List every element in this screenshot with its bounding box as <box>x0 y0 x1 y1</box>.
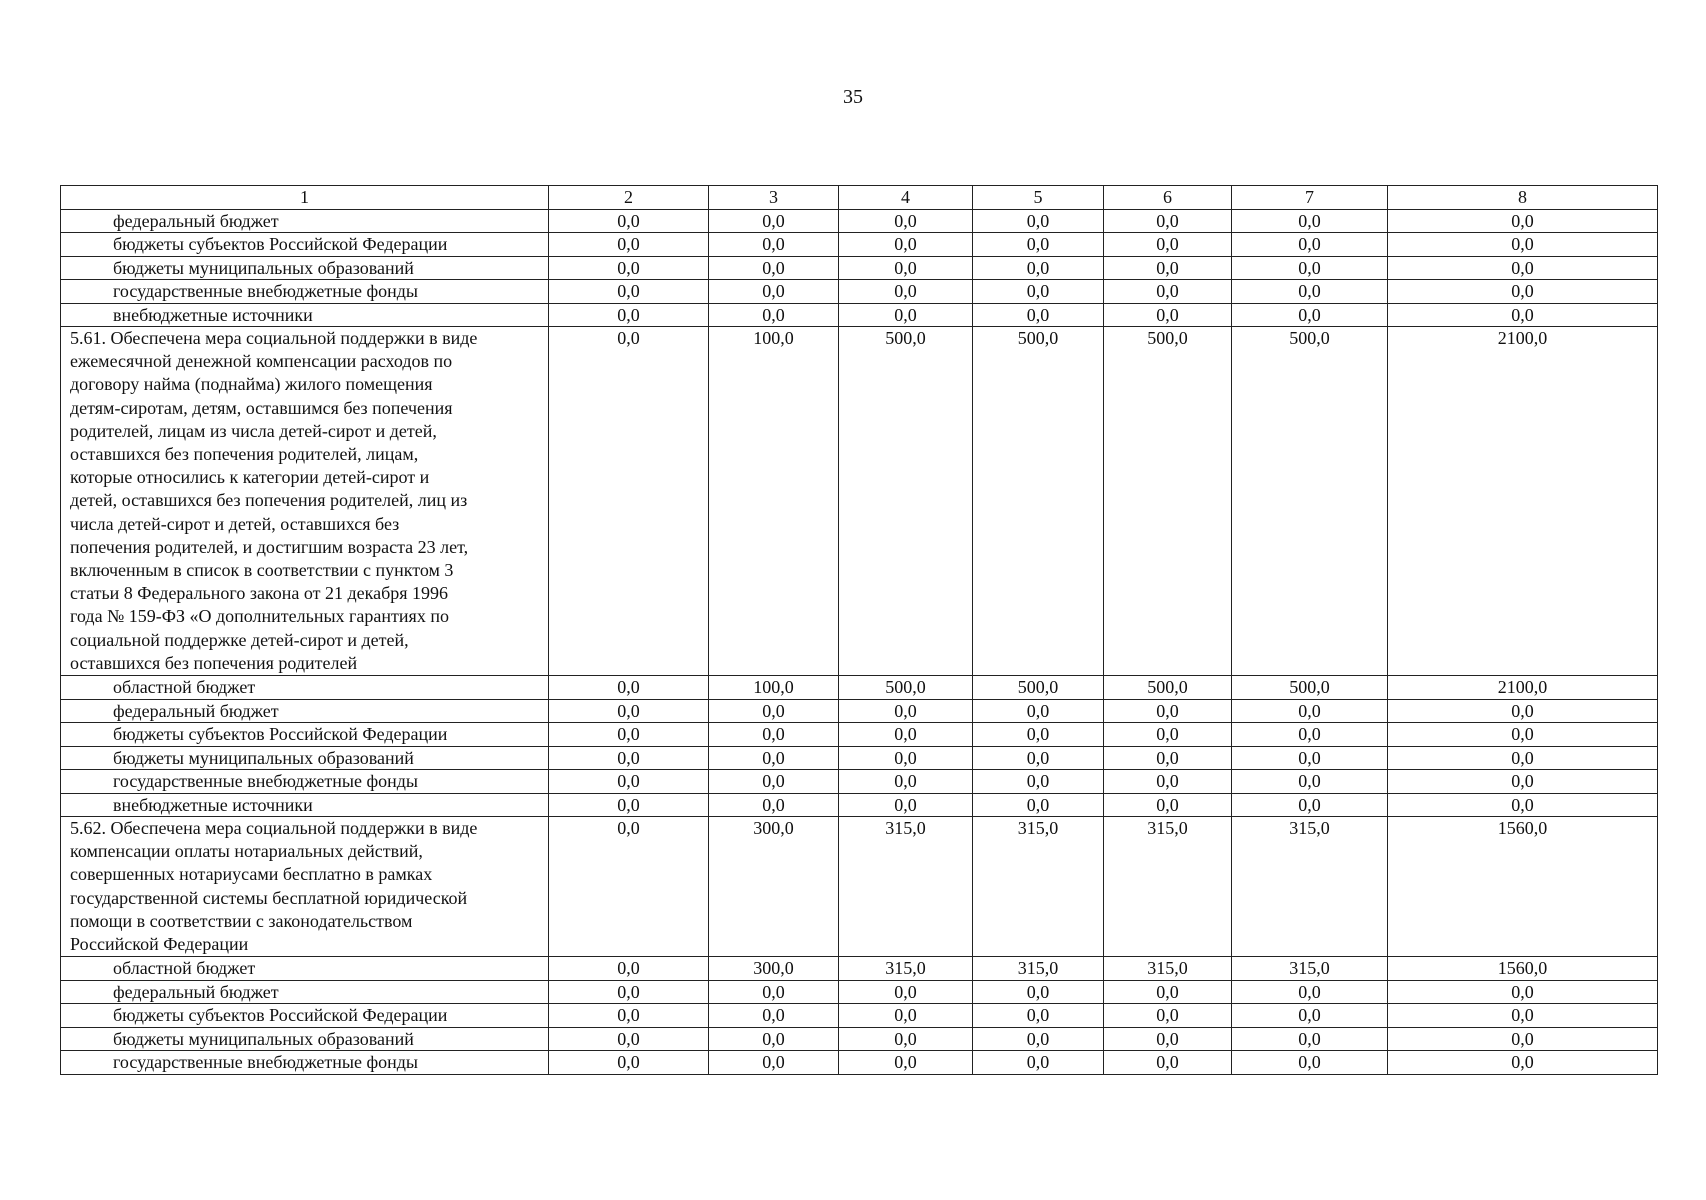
funding-source-label: бюджеты муниципальных образований <box>61 256 549 280</box>
amount-cell: 0,0 <box>709 699 839 723</box>
amount-cell: 0,0 <box>709 1004 839 1028</box>
funding-source-label: бюджеты муниципальных образований <box>61 1027 549 1051</box>
amount-cell: 0,0 <box>549 303 709 327</box>
column-number-row <box>61 186 1658 210</box>
amount-cell: 0,0 <box>973 233 1104 257</box>
funding-source-row <box>61 723 1658 747</box>
amount-cell: 0,0 <box>1232 746 1388 770</box>
amount-cell: 0,0 <box>839 256 973 280</box>
amount-cell: 0,0 <box>839 699 973 723</box>
amount-cell: 0,0 <box>839 1004 973 1028</box>
amount-cell: 0,0 <box>839 303 973 327</box>
description-line: статьи 8 Федерального закона от 21 декабря 1996 <box>70 583 449 604</box>
amount-cell: 0,0 <box>709 793 839 817</box>
funding-source-label: внебюджетные источники <box>61 793 549 817</box>
amount-cell: 0,0 <box>709 1051 839 1075</box>
funding-source-row <box>61 209 1658 233</box>
funding-source-label: бюджеты субъектов Российской Федерации <box>61 1004 549 1028</box>
amount-cell: 0,0 <box>549 817 709 957</box>
amount-cell: 0,0 <box>973 1027 1104 1051</box>
description-line: которые относились к категории детей-сирот и <box>70 467 430 488</box>
funding-source-label: государственные внебюджетные фонды <box>61 1051 549 1075</box>
amount-cell: 0,0 <box>973 209 1104 233</box>
description-line: детям-сиротам, детям, оставшимся без попечения <box>70 397 453 418</box>
amount-cell: 0,0 <box>1104 1027 1232 1051</box>
amount-cell: 100,0 <box>709 676 839 700</box>
funding-source-label: внебюджетные источники <box>61 303 549 327</box>
amount-cell: 0,0 <box>1104 746 1232 770</box>
amount-cell: 0,0 <box>973 699 1104 723</box>
amount-cell: 0,0 <box>1388 1004 1658 1028</box>
amount-cell: 315,0 <box>839 817 973 957</box>
amount-cell: 315,0 <box>1104 957 1232 981</box>
amount-cell: 0,0 <box>549 699 709 723</box>
amount-cell: 0,0 <box>1388 233 1658 257</box>
funding-source-label: бюджеты субъектов Российской Федерации <box>61 233 549 257</box>
amount-cell: 0,0 <box>839 746 973 770</box>
amount-cell: 0,0 <box>549 1004 709 1028</box>
amount-cell: 100,0 <box>709 327 839 676</box>
amount-cell: 0,0 <box>1388 746 1658 770</box>
amount-cell: 0,0 <box>1104 233 1232 257</box>
description-line: совершенных нотариусами бесплатно в рамках <box>70 864 433 885</box>
column-number: 1 <box>61 186 549 210</box>
amount-cell: 0,0 <box>839 233 973 257</box>
amount-cell: 0,0 <box>709 233 839 257</box>
page-number: 35 <box>843 86 863 108</box>
amount-cell: 0,0 <box>839 209 973 233</box>
amount-cell: 500,0 <box>1104 327 1232 676</box>
amount-cell: 2100,0 <box>1388 676 1658 700</box>
amount-cell: 0,0 <box>549 233 709 257</box>
funding-source-row <box>61 1004 1658 1028</box>
amount-cell: 0,0 <box>1388 303 1658 327</box>
description-line: государственной системы бесплатной юридической <box>70 887 468 908</box>
funding-source-label: федеральный бюджет <box>61 980 549 1004</box>
amount-cell: 0,0 <box>549 980 709 1004</box>
funding-source-label: федеральный бюджет <box>61 209 549 233</box>
amount-cell: 0,0 <box>1232 770 1388 794</box>
amount-cell: 0,0 <box>839 1027 973 1051</box>
column-number: 5 <box>973 186 1104 210</box>
description-line: года № 159-ФЗ «О дополнительных гарантиях по <box>70 606 449 627</box>
amount-cell: 0,0 <box>549 327 709 676</box>
amount-cell: 0,0 <box>1104 980 1232 1004</box>
funding-source-row <box>61 699 1658 723</box>
amount-cell: 0,0 <box>549 1027 709 1051</box>
amount-cell: 315,0 <box>973 957 1104 981</box>
amount-cell: 0,0 <box>1232 303 1388 327</box>
funding-source-label: государственные внебюджетные фонды <box>61 280 549 304</box>
amount-cell: 0,0 <box>1232 280 1388 304</box>
amount-cell: 0,0 <box>973 793 1104 817</box>
amount-cell: 0,0 <box>973 280 1104 304</box>
amount-cell: 0,0 <box>839 1051 973 1075</box>
funding-source-row <box>61 256 1658 280</box>
amount-cell: 0,0 <box>973 723 1104 747</box>
amount-cell: 0,0 <box>1104 699 1232 723</box>
column-number: 4 <box>839 186 973 210</box>
amount-cell: 0,0 <box>1388 280 1658 304</box>
funding-source-row <box>61 1027 1658 1051</box>
funding-source-row <box>61 280 1658 304</box>
budget-table-body <box>61 186 1658 1075</box>
funding-source-label: федеральный бюджет <box>61 699 549 723</box>
amount-cell: 315,0 <box>973 817 1104 957</box>
amount-cell: 315,0 <box>1232 957 1388 981</box>
column-number: 6 <box>1104 186 1232 210</box>
amount-cell: 500,0 <box>973 676 1104 700</box>
amount-cell: 0,0 <box>973 746 1104 770</box>
funding-source-label: бюджеты субъектов Российской Федерации <box>61 723 549 747</box>
funding-source-label: бюджеты муниципальных образований <box>61 746 549 770</box>
funding-source-label: областной бюджет <box>61 676 549 700</box>
description-line: оставшихся без попечения родителей, лицам, <box>70 444 419 465</box>
amount-cell: 0,0 <box>549 256 709 280</box>
amount-cell: 0,0 <box>1388 770 1658 794</box>
funding-source-row <box>61 233 1658 257</box>
amount-cell: 0,0 <box>1232 1051 1388 1075</box>
amount-cell: 0,0 <box>1104 723 1232 747</box>
amount-cell: 0,0 <box>973 303 1104 327</box>
funding-source-label: областной бюджет <box>61 957 549 981</box>
amount-cell: 500,0 <box>973 327 1104 676</box>
amount-cell: 0,0 <box>973 256 1104 280</box>
amount-cell: 315,0 <box>839 957 973 981</box>
amount-cell: 0,0 <box>709 1027 839 1051</box>
funding-source-row <box>61 746 1658 770</box>
amount-cell: 0,0 <box>973 980 1104 1004</box>
amount-cell: 500,0 <box>1232 676 1388 700</box>
amount-cell: 0,0 <box>1232 723 1388 747</box>
description-line: компенсации оплаты нотариальных действий, <box>70 841 423 862</box>
amount-cell: 0,0 <box>1104 209 1232 233</box>
amount-cell: 500,0 <box>1232 327 1388 676</box>
amount-cell: 0,0 <box>1232 1004 1388 1028</box>
measure-row <box>61 817 1658 957</box>
amount-cell: 0,0 <box>1104 1004 1232 1028</box>
funding-source-label: государственные внебюджетные фонды <box>61 770 549 794</box>
amount-cell: 500,0 <box>1104 676 1232 700</box>
amount-cell: 0,0 <box>549 1051 709 1075</box>
amount-cell: 0,0 <box>549 280 709 304</box>
amount-cell: 1560,0 <box>1388 957 1658 981</box>
measure-description <box>61 327 549 676</box>
amount-cell: 0,0 <box>1232 699 1388 723</box>
amount-cell: 0,0 <box>709 280 839 304</box>
amount-cell: 0,0 <box>709 256 839 280</box>
amount-cell: 0,0 <box>839 793 973 817</box>
column-number: 7 <box>1232 186 1388 210</box>
amount-cell: 0,0 <box>709 723 839 747</box>
funding-source-row <box>61 770 1658 794</box>
amount-cell: 0,0 <box>973 770 1104 794</box>
amount-cell: 1560,0 <box>1388 817 1658 957</box>
amount-cell: 0,0 <box>1388 980 1658 1004</box>
amount-cell: 0,0 <box>839 770 973 794</box>
amount-cell: 0,0 <box>709 746 839 770</box>
amount-cell: 0,0 <box>1232 980 1388 1004</box>
description-line: помощи в соответствии с законодательством <box>70 910 413 931</box>
amount-cell: 500,0 <box>839 676 973 700</box>
funding-source-row <box>61 793 1658 817</box>
description-line: договору найма (поднайма) жилого помещения <box>70 374 433 395</box>
description-line: 5.61. Обеспечена мера социальной поддержки в виде <box>70 328 478 348</box>
amount-cell: 300,0 <box>709 817 839 957</box>
budget-table <box>60 185 1658 1075</box>
amount-cell: 0,0 <box>1388 723 1658 747</box>
amount-cell: 315,0 <box>1232 817 1388 957</box>
description-line: Российской Федерации <box>70 934 249 955</box>
description-line: ежемесячной денежной компенсации расходов по <box>70 351 453 372</box>
amount-cell: 0,0 <box>1104 770 1232 794</box>
amount-cell: 0,0 <box>973 1051 1104 1075</box>
amount-cell: 0,0 <box>973 1004 1104 1028</box>
amount-cell: 0,0 <box>1232 256 1388 280</box>
amount-cell: 0,0 <box>1104 1051 1232 1075</box>
description-line: числа детей-сирот и детей, оставшихся без <box>70 513 400 534</box>
description-line: оставшихся без попечения родителей <box>70 652 358 673</box>
amount-cell: 0,0 <box>1104 256 1232 280</box>
amount-cell: 0,0 <box>709 980 839 1004</box>
amount-cell: 0,0 <box>1388 209 1658 233</box>
column-number: 8 <box>1388 186 1658 210</box>
amount-cell: 315,0 <box>1104 817 1232 957</box>
amount-cell: 0,0 <box>1388 1051 1658 1075</box>
description-line: детей, оставшихся без попечения родителей, лиц из <box>70 490 468 511</box>
measure-row <box>61 327 1658 676</box>
amount-cell: 0,0 <box>839 280 973 304</box>
measure-description <box>61 817 549 957</box>
amount-cell: 0,0 <box>1104 793 1232 817</box>
funding-source-row <box>61 303 1658 327</box>
amount-cell: 0,0 <box>549 746 709 770</box>
amount-cell: 0,0 <box>549 723 709 747</box>
amount-cell: 0,0 <box>1104 280 1232 304</box>
funding-source-row <box>61 676 1658 700</box>
column-number: 2 <box>549 186 709 210</box>
funding-source-row <box>61 1051 1658 1075</box>
amount-cell: 0,0 <box>549 209 709 233</box>
description-line: 5.62. Обеспечена мера социальной поддержки в виде <box>70 818 478 839</box>
amount-cell: 0,0 <box>1104 303 1232 327</box>
amount-cell: 0,0 <box>1388 256 1658 280</box>
amount-cell: 0,0 <box>549 957 709 981</box>
amount-cell: 0,0 <box>549 793 709 817</box>
amount-cell: 0,0 <box>839 723 973 747</box>
amount-cell: 500,0 <box>839 327 973 676</box>
amount-cell: 0,0 <box>709 770 839 794</box>
amount-cell: 0,0 <box>549 770 709 794</box>
amount-cell: 0,0 <box>709 303 839 327</box>
description-line: родителей, лицам из числа детей-сирот и детей, <box>70 420 437 441</box>
column-number: 3 <box>709 186 839 210</box>
amount-cell: 0,0 <box>1388 699 1658 723</box>
funding-source-row <box>61 980 1658 1004</box>
funding-source-row <box>61 957 1658 981</box>
amount-cell: 0,0 <box>709 209 839 233</box>
description-line: попечения родителей, и достигшим возраста 23 лет, <box>70 536 469 557</box>
description-line: социальной поддержке детей-сирот и детей, <box>70 629 409 650</box>
description-line: включенным в список в соответствии с пунктом 3 <box>70 560 454 581</box>
amount-cell: 0,0 <box>1232 233 1388 257</box>
amount-cell: 0,0 <box>1232 793 1388 817</box>
amount-cell: 300,0 <box>709 957 839 981</box>
amount-cell: 0,0 <box>1232 1027 1388 1051</box>
amount-cell: 0,0 <box>1388 1027 1658 1051</box>
amount-cell: 2100,0 <box>1388 327 1658 676</box>
amount-cell: 0,0 <box>549 676 709 700</box>
amount-cell: 0,0 <box>839 980 973 1004</box>
amount-cell: 0,0 <box>1232 209 1388 233</box>
amount-cell: 0,0 <box>1388 793 1658 817</box>
